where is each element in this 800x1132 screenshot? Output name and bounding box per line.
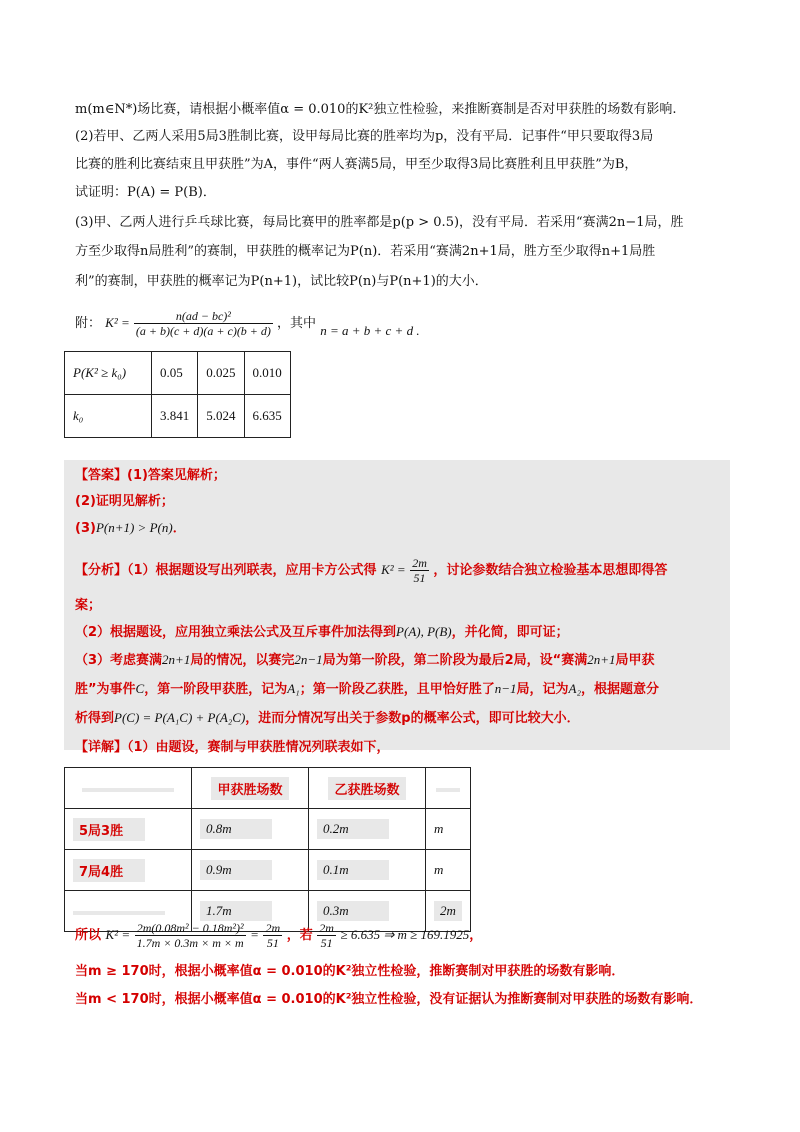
contingency-table xyxy=(64,767,471,932)
analysis-3-text: （3）考虑赛满 xyxy=(75,653,163,668)
analysis-3-math: A₁ xyxy=(287,681,300,696)
ct-cell: 2m xyxy=(426,891,471,932)
solution-text: ，若 xyxy=(286,928,313,943)
answer-3-math: P(n+1) > P(n) xyxy=(95,520,173,535)
analysis-3-text: ，进而分情况写出关于参数p的概率公式，即可比较大小． xyxy=(245,711,580,726)
answer-3-prefix: (3) xyxy=(75,521,96,536)
analysis-1a: 【分析】（1）根据题设写出列联表，应用卡方公式得 xyxy=(75,563,377,578)
critical-value-table xyxy=(64,351,291,438)
solution-frac1-num: 2m(0.08m² − 0.18m²)² xyxy=(135,921,246,936)
ref-cell: 3.841 xyxy=(152,395,198,438)
problem-part2-line-1: (2)若甲、乙两人采用5局3胜制比赛，设甲每局比赛的胜率均为p，没有平局．记事件“甲只要取得3局 xyxy=(75,129,654,144)
ct-cell: m xyxy=(426,809,471,850)
solution-fraction-3 xyxy=(317,921,336,950)
analysis-3-line-2 xyxy=(75,679,659,700)
analysis-3-text: 局为第一阶段，第二阶段为最后2局，设“赛满 xyxy=(322,653,588,668)
analysis-3-text: 析得到 xyxy=(75,711,115,726)
analysis-3-text: 局的情况，以赛完 xyxy=(190,653,295,668)
problem-part3-line-3: 利”的赛制，甲获胜的概率记为P(n+1)，试比较P(n)与P(n+1)的大小． xyxy=(75,274,488,289)
solution-inequality: ≥ 6.635 ⇒ m ≥ 169.1925 xyxy=(340,927,470,942)
analysis-3-line-3 xyxy=(75,708,580,729)
ct-cell: m xyxy=(426,850,471,891)
analysis-1-lhs: K² = xyxy=(381,562,406,577)
appendix-label: 附： xyxy=(75,316,102,331)
ct-header-yi: 乙获胜场数 xyxy=(309,768,426,809)
solution-frac1-den: 1.7m × 0.3m × m × m xyxy=(136,936,244,950)
ct-cell: 0.8m xyxy=(192,809,309,850)
analysis-1c: 案； xyxy=(75,598,102,613)
ct-cell: 1.7m xyxy=(192,891,309,932)
analysis-2b: ，并化简，即可证； xyxy=(451,625,569,640)
analysis-3-math: 2n+1 xyxy=(162,652,191,667)
table-row xyxy=(65,352,291,395)
ref-cell: 6.635 xyxy=(244,395,290,438)
analysis-2a: （2）根据题设，应用独立乘法公式及互斥事件加法得到 xyxy=(75,625,397,640)
table-row xyxy=(65,768,471,809)
analysis-3-math: P(C) = P(A₁C) + P(A₂C) xyxy=(114,710,246,725)
analysis-3-math: n−1 xyxy=(494,681,517,696)
ct-cell: 0.9m xyxy=(192,850,309,891)
ct-cell: 0.2m xyxy=(309,809,426,850)
problem-part3-line-1: (3)甲、乙两人进行乒乓球比赛，每局比赛甲的胜率都是p(p > 0.5)，没有平局．若采用“赛满2n−1局，胜 xyxy=(75,215,684,230)
analysis-1b: ，讨论参数结合独立检验基本思想即得答 xyxy=(433,563,668,578)
ref-cell: 0.010 xyxy=(244,352,290,395)
formula-numerator: n(ad − bc)² xyxy=(134,309,273,324)
solution-conclusion-2: 当m < 170时，根据小概率值α = 0.010的K²独立性检验，没有证据认为推断赛制对甲获胜的场数有影响． xyxy=(75,992,703,1007)
appendix-formula xyxy=(75,306,420,341)
solution-frac3-den: 51 xyxy=(320,936,333,950)
problem-part3-line-2: 方至少取得n局胜利”的赛制，甲获胜的概率记为P(n)．若采用“赛满2n+1局，胜方至少取得n+1局胜 xyxy=(75,244,656,259)
solution-conclusion-1: 当m ≥ 170时，根据小概率值α = 0.010的K²独立性检验，推断赛制对甲获胜的场数有影响． xyxy=(75,964,625,979)
analysis-3-text: 胜”为事件 xyxy=(75,682,136,697)
formula-lhs: K² = xyxy=(105,315,130,330)
formula-denominator: (a + b)(c + d)(a + c)(b + d) xyxy=(135,324,271,338)
analysis-1-den: 51 xyxy=(413,571,426,585)
solution-text: 所以 xyxy=(75,928,102,943)
ct-cell: 0.3m xyxy=(309,891,426,932)
analysis-3-math: C xyxy=(135,681,145,696)
analysis-3-line-1 xyxy=(75,650,655,671)
ct-cell: 0.1m xyxy=(309,850,426,891)
analysis-2 xyxy=(75,622,569,643)
analysis-3-math: A₂ xyxy=(568,681,581,696)
ct-row-label: 7局4胜 xyxy=(65,850,192,891)
solution-frac2-den: 51 xyxy=(266,936,279,950)
analysis-3-text: ，第一阶段甲获胜，记为 xyxy=(144,682,288,697)
answer-2: (2)证明见解析； xyxy=(75,494,174,509)
ct-header-total xyxy=(426,768,471,809)
analysis-2-math: P(A), P(B) xyxy=(396,624,452,639)
ref-row2-header: k₀ xyxy=(65,395,152,438)
ref-row1-header: P(K² ≥ k₀) xyxy=(65,352,152,395)
formula-fraction xyxy=(134,309,273,338)
analysis-3-math: 2n−1 xyxy=(294,652,323,667)
solution-fraction-1 xyxy=(135,921,246,950)
solution-frac3-num: 2m xyxy=(319,921,334,935)
problem-line-1: m(m∈N*)场比赛，请根据小概率值α = 0.010的K²独立性检验，来推断赛制是否对甲获胜的场数有影响. xyxy=(75,102,677,117)
problem-part2-line-2: 比赛的胜利比赛结束且甲获胜”为A，事件“两人赛满5局，甲至少取得3局比赛胜利且甲获胜”为B， xyxy=(75,157,638,172)
answer-3-suffix: ． xyxy=(172,521,186,536)
problem-part2-line-3: 试证明：P(A) = P(B)． xyxy=(75,185,216,200)
analysis-3-text: 局，记为 xyxy=(516,682,569,697)
table-row xyxy=(65,850,471,891)
answer-3 xyxy=(75,518,186,539)
solution-frac2-num: 2m xyxy=(265,921,281,935)
analysis-1-num: 2m xyxy=(412,556,427,570)
ct-header-empty xyxy=(65,768,192,809)
answer-1: 【答案】(1)答案见解析； xyxy=(75,468,226,483)
analysis-1 xyxy=(75,553,667,588)
analysis-3-text: ；第一阶段乙获胜，且甲恰好胜了 xyxy=(299,682,495,697)
solution-k2 xyxy=(75,918,482,953)
ref-cell: 0.025 xyxy=(198,352,244,395)
ref-cell: 5.024 xyxy=(198,395,244,438)
solution-k2-lhs: K² = xyxy=(105,927,131,942)
formula-where: ，其中 xyxy=(277,316,317,331)
analysis-1-fraction xyxy=(410,556,429,585)
ct-row-label: 5局3胜 xyxy=(65,809,192,850)
analysis-3-text: ，根据题意分 xyxy=(580,682,659,697)
ct-header-jia: 甲获胜场数 xyxy=(192,768,309,809)
formula-n: n = a + b + c + d . xyxy=(320,323,420,338)
solution-text: ， xyxy=(469,928,483,943)
analysis-3-math: 2n+1 xyxy=(587,652,616,667)
table-row xyxy=(65,395,291,438)
table-row xyxy=(65,809,471,850)
ref-cell: 0.05 xyxy=(152,352,198,395)
solution-fraction-2 xyxy=(263,921,282,950)
solution-equals: = xyxy=(250,927,259,942)
analysis-3-text: 局甲获 xyxy=(615,653,655,668)
detail-intro: 【详解】（1）由题设，赛制与甲获胜情况列联表如下， xyxy=(75,740,390,755)
